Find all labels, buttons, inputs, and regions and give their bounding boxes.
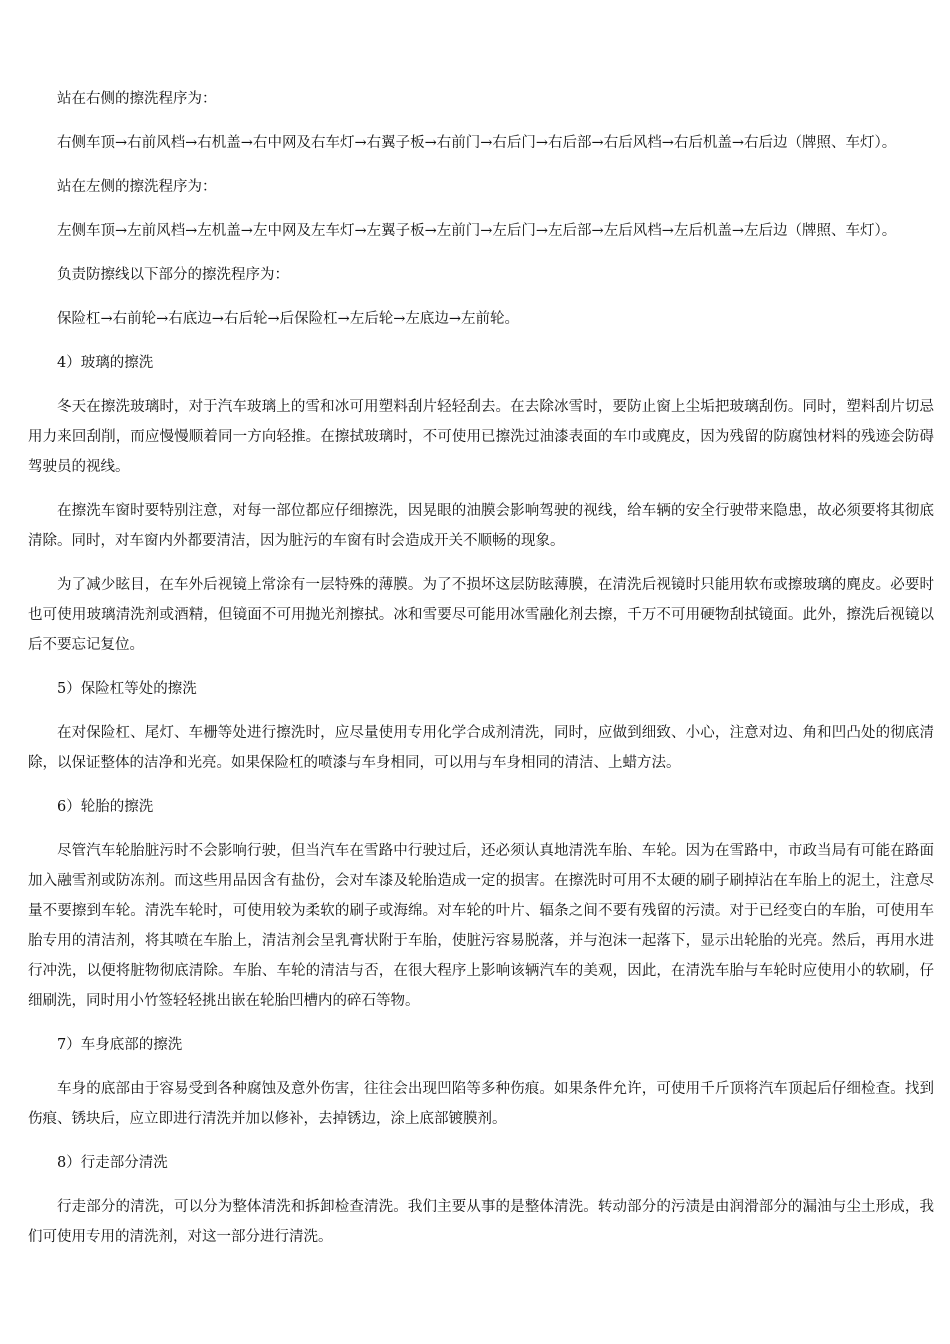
paragraph-lower-part-sequence: 保险杠→右前轮→右底边→右后轮→后保险杠→左后轮→左底边→左前轮。 [57, 311, 520, 327]
paragraph-glass-windows: 在擦洗车窗时要特别注意，对每一部位都应仔细擦洗，因晃眼的油膜会影响驾驶的视线，给车辆的安全行驶带来隐患，故必须要将其彻底清除。同时，对车窗内外都要清洁，因为脏污的车窗有时会造成开关不顺畅的现象。 [28, 503, 934, 549]
paragraph-running-gear: 行走部分的清洗，可以分为整体清洗和拆卸检查清洗。我们主要从事的是整体清洗。转动部分的污渍是由润滑部分的漏油与尘土形成，我们可使用专用的清洗剂，对这一部分进行清洗。 [28, 1199, 934, 1245]
paragraph-left-side-sequence: 左侧车顶→左前风档→左机盖→左中网及左车灯→左翼子板→左前门→左后门→左后部→左后风档→左后机盖→左后边（牌照、车灯）。 [57, 223, 897, 239]
section-heading-running-gear: 8）行走部分清洗 [57, 1155, 168, 1171]
document-page [28, 84, 934, 1266]
paragraph-glass-mirrors: 为了减少眩目，在车外后视镜上常涂有一层特殊的薄膜。为了不损坏这层防眩薄膜，在清洗后视镜时只能用软布或擦玻璃的麂皮。必要时也可使用玻璃清洗剂或酒精，但镜面不可用抛光剂擦拭。冰和雪要尽可能用冰雪融化剂去擦，千万不可用硬物刮拭镜面。此外，擦洗后视镜以后不要忘记复位。 [28, 577, 934, 653]
paragraph-tires: 尽管汽车轮胎脏污时不会影响行驶，但当汽车在雪路中行驶过后，还必须认真地清洗车胎、车轮。因为在雪路中，市政当局有可能在路面加入融雪剂或防冻剂。而这些用品因含有盐份，会对车漆及轮胎造成一定的损害。在擦洗时可用不太硬的刷子刷掉沾在车胎上的泥土，注意尽量不要擦到车轮。清洗车轮时，可使用较为柔软的刷子或海绵。对车轮的叶片、辐条之间不要有残留的污渍。对于已经变白的车胎，可使用车胎专用的清洁剂，将其喷在车胎上，清洁剂会呈乳膏状附于车胎，使脏污容易脱落，并与泡沫一起落下，显示出轮胎的光亮。然后，再用水进行冲洗，以便将脏物彻底清除。车胎、车轮的清洁与否，在很大程序上影响该辆汽车的美观，因此，在清洗车胎与车轮时应使用小的软刷，仔细刷洗，同时用小竹签轻轻挑出嵌在轮胎凹槽内的碎石等物。 [28, 843, 934, 1009]
section-heading-bumper: 5）保险杠等处的擦洗 [57, 681, 197, 697]
section-heading-tires: 6）轮胎的擦洗 [57, 799, 154, 815]
paragraph-right-side-title: 站在右侧的擦洗程序为： [57, 91, 217, 107]
paragraph-underbody: 车身的底部由于容易受到各种腐蚀及意外伤害，往往会出现凹陷等多种伤痕。如果条件允许，可使用千斤顶将汽车顶起后仔细检查。找到伤痕、锈块后，应立即进行清洗并加以修补，去掉锈边，涂上底部镀膜剂。 [28, 1081, 934, 1127]
paragraph-glass-winter: 冬天在擦洗玻璃时，对于汽车玻璃上的雪和冰可用塑料刮片轻轻刮去。在去除冰雪时，要防止窗上尘垢把玻璃刮伤。同时，塑料刮片切忌用力来回刮削，而应慢慢顺着同一方向轻推。在擦拭玻璃时，不可使用已擦洗过油漆表面的车巾或麂皮，因为残留的防腐蚀材料的残迹会防碍驾驶员的视线。 [28, 399, 934, 475]
paragraph-bumper: 在对保险杠、尾灯、车栅等处进行擦洗时，应尽量使用专用化学合成剂清洗，同时，应做到细致、小心，注意对边、角和凹凸处的彻底清除，以保证整体的洁净和光亮。如果保险杠的喷漆与车身相同，可以用与车身相同的清洁、上蜡方法。 [28, 725, 934, 771]
section-heading-glass: 4）玻璃的擦洗 [57, 355, 154, 371]
paragraph-left-side-title: 站在左侧的擦洗程序为： [57, 179, 217, 195]
paragraph-lower-part-title: 负责防擦线以下部分的擦洗程序为： [57, 267, 289, 283]
paragraph-right-side-sequence: 右侧车顶→右前风档→右机盖→右中网及右车灯→右翼子板→右前门→右后门→右后部→右后风档→右后机盖→右后边（牌照、车灯）。 [57, 135, 897, 151]
section-heading-underbody: 7）车身底部的擦洗 [57, 1037, 183, 1053]
